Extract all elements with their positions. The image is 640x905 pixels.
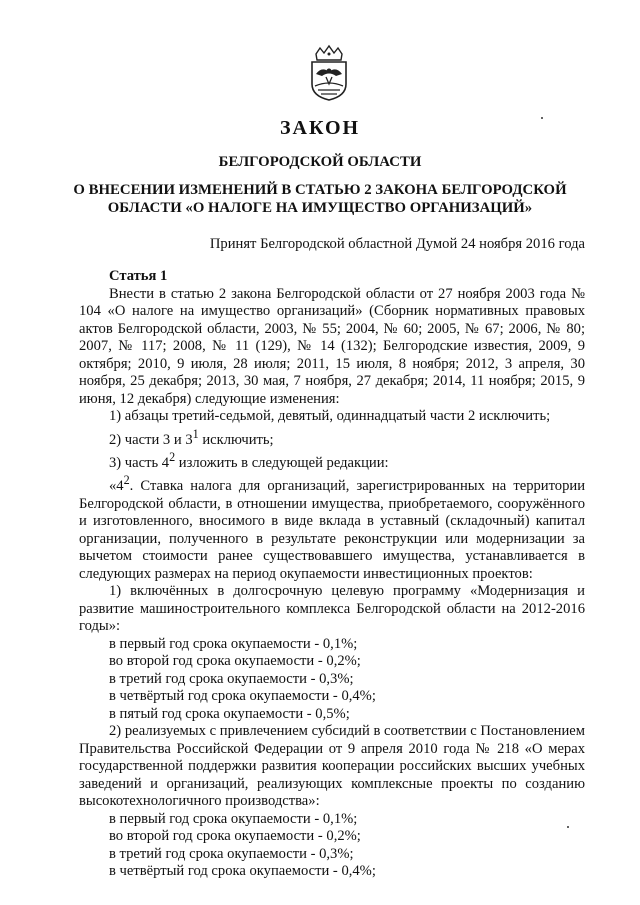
- amendment-item-3: [79, 449, 585, 472]
- rate-line: в первый год срока окупаемости - 0,1%;: [109, 635, 358, 652]
- document-type-title: ЗАКОН: [279, 117, 361, 139]
- rate-line: в четвёртый год срока окупаемости - 0,4%;: [109, 688, 376, 705]
- new-wording-paragraph: [79, 472, 585, 583]
- subitem-2-paragraph: 2) реализуемых с привлечением субсидий в соответствии с Постановлением Правительства Российской Федерации от 9 апреля 2010 года № 218 «О мерах государственной поддержки развития кооперации российских высших учебных заведений и организаций, реализующих комплексные проекты по созданию высокотехнологичного производства»:: [79, 723, 585, 810]
- law-subject-title: [60, 181, 580, 217]
- adoption-note: Принят Белгородской областной Думой 24 ноября 2016 года: [209, 236, 585, 252]
- rate-line: во второй год срока окупаемости - 0,2%;: [109, 828, 361, 845]
- new-wording-superscript: 2: [123, 473, 130, 488]
- article-heading: Статья 1: [109, 268, 168, 284]
- rate-line: во второй год срока окупаемости - 0,2%;: [109, 653, 361, 670]
- region-title: БЕЛГОРОДСКОЙ ОБЛАСТИ: [218, 154, 422, 170]
- rate-line: в первый год срока окупаемости - 0,1%;: [109, 810, 358, 827]
- amendment-item-2: [79, 426, 585, 449]
- law-subject-line-2: ОБЛАСТИ «О НАЛОГЕ НА ИМУЩЕСТВО ОРГАНИЗАЦИЙ»: [107, 200, 533, 216]
- item-3-text: 3) часть 4: [109, 454, 170, 471]
- law-subject-line-1: О ВНЕСЕНИИ ИЗМЕНЕНИЙ В СТАТЬЮ 2 ЗАКОНА БЕЛГОРОДСКОЙ: [73, 182, 567, 198]
- new-wording-text: «4: [109, 478, 124, 495]
- amendment-item-1: 1) абзацы третий-седьмой, девятый, одиннадцатый части 2 исключить;: [109, 408, 551, 424]
- rate-line: в третий год срока окупаемости - 0,3%;: [109, 670, 354, 687]
- scan-speck: [567, 826, 569, 828]
- new-wording-text-end: . Ставка налога для организаций, зарегистрированных на территории Белгородской области, в отношении имущества, приобретаемого, сооружённого и изготовленного, вносимого в виде вклада в уставный (складочный) капитал организации, полученного в результате реконструкции или модернизации за вычетом стоимости ранее существовавшего имущества, устанавливается в следующих размерах на период окупаемости инвестиционных проектов:: [79, 478, 585, 582]
- item-3-text-end: изложить в следующей редакции:: [175, 454, 389, 471]
- coat-of-arms-emblem: [306, 44, 352, 102]
- scan-speck: [541, 117, 543, 119]
- amendment-intro-paragraph: Внести в статью 2 закона Белгородской области от 27 ноября 2003 года № 104 «О налоге на имущество организаций» (Сборник нормативных правовых актов Белгородской области, 2003, № 55; 2004, № 60; 2005, № 67; 2006, № 80; 2007, № 117; 2008, № 11 (129), № 14 (132); Белгородские известия, 2009, 9 октября; 2010, 9 июля, 28 июля; 2011, 15 июля, 8 ноября; 2012, 3 апреля, 30 ноября, 25 декабря; 2013, 30 мая, 7 ноября, 27 декабря; 2014, 11 ноября; 2015, 9 июня, 12 декабря) следующие изменения:: [79, 285, 585, 407]
- article-body: [79, 268, 585, 881]
- rate-line: в пятый год срока окупаемости - 0,5%;: [109, 705, 350, 722]
- item-2-text: 2) части 3 и 3: [109, 431, 193, 448]
- item-2-text-end: исключить;: [198, 431, 274, 448]
- item-3-superscript: 2: [169, 449, 176, 464]
- rate-line: в третий год срока окупаемости - 0,3%;: [109, 845, 354, 862]
- subitem-1-paragraph: 1) включённых в долгосрочную целевую программу «Модернизация и развитие машиностроительного комплекса Белгородской области на 2012-2016 годы»:: [79, 583, 585, 635]
- item-2-superscript: 1: [192, 426, 199, 441]
- rate-line: в четвёртый год срока окупаемости - 0,4%;: [109, 863, 376, 880]
